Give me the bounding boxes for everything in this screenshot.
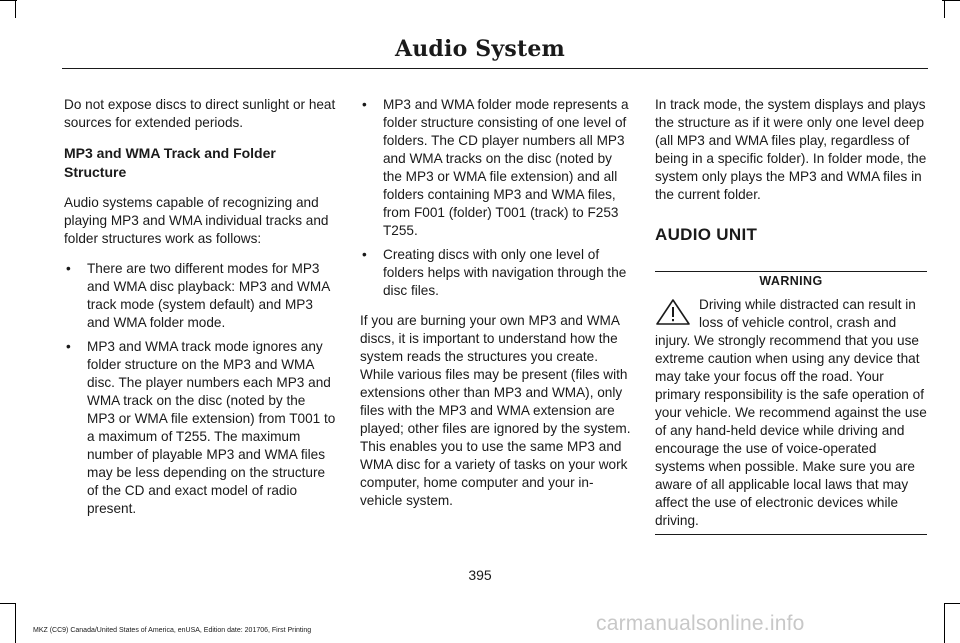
paragraph-track-mode: In track mode, the system displays and plays the structure as if it were only one level deep (all MP3 and WMA files play, regardless of being in a specific folder). In folder mode, the system only plays the MP3 and WMA files in the current folder.	[655, 97, 927, 202]
column-1	[64, 96, 336, 530]
list-item	[64, 338, 336, 518]
crop-mark-bottom-right-v	[944, 603, 945, 643]
warning-text: Driving while distracted can result in loss of vehicle control, crash and injury. We strongly recommend that you use extreme caution when using any device that may take your focus off the road. Your primary responsibility is the safe operation of your vehicle. We recommend against the use of any hand-held device while driving and encourage the use of voice-operated systems when possible. Make sure you are aware of all applicable local laws that may affect the use of electronic devices while driving.	[655, 297, 927, 528]
warning-box	[655, 271, 927, 535]
section-heading-mp3-structure: MP3 and WMA Track and Folder Structure	[64, 145, 276, 180]
warning-triangle-icon	[655, 298, 691, 326]
crop-mark-bottom-right-h	[944, 603, 960, 604]
list-item-text: Creating discs with only one level of folders helps with navigation through the disc files.	[383, 247, 627, 298]
bullet-list-2	[360, 96, 632, 300]
watermark: carmanualsonline.info	[596, 612, 805, 635]
bullet-glyph: •	[362, 97, 367, 112]
paragraph-intro: Audio systems capable of recognizing and playing MP3 and WMA individual tracks and folder structures work as follows:	[64, 195, 329, 246]
warning-label: WARNING	[759, 274, 823, 288]
crop-mark-top-right-v	[944, 0, 945, 18]
list-item	[360, 246, 632, 300]
list-item-text: MP3 and WMA track mode ignores any folder structure on the MP3 and WMA disc. The player numbers each MP3 and WMA track on the disc (noted by the MP3 or WMA file extension) from T001 to a maximum of T255. The maximum number of playable MP3 and WMA files may be less depending on the structure of the CD and exact model of radio present.	[87, 339, 336, 516]
crop-mark-top-left-v	[15, 0, 16, 18]
list-item-text: MP3 and WMA folder mode represents a folder structure consisting of one level of folders. The CD player numbers all MP3 and WMA tracks on the disc (noted by the MP3 or WMA file extension) and all folders containing MP3 and WMA files, from F001 (folder) T001 (track) to F253 T255.	[383, 97, 629, 238]
crop-mark-bottom-left-h	[0, 603, 16, 604]
page-title: Audio System	[394, 36, 566, 62]
bullet-glyph: •	[66, 339, 71, 354]
column-2	[360, 96, 632, 522]
list-item-text: There are two different modes for MP3 and WMA disc playback: MP3 and WMA track mode (system default) and MP3 and WMA folder mode.	[87, 261, 330, 330]
warning-bottom-rule	[655, 534, 927, 535]
bullet-glyph: •	[66, 261, 71, 276]
section-heading-audio-unit: AUDIO UNIT	[655, 225, 758, 244]
column-3	[655, 96, 927, 535]
header-divider	[62, 68, 928, 69]
paragraph-burning-discs: If you are burning your own MP3 and WMA discs, it is important to understand how the system reads the structures you create. While various files may be present (files with extensions other than MP3 and WMA), only files with the MP3 and WMA extension are played; other files are ignored by the system. This enables you to use the same MP3 and WMA disc for a variety of tasks on your work computer, home computer and your in-vehicle system.	[360, 313, 631, 508]
list-item	[360, 96, 632, 240]
page-number: 395	[468, 567, 492, 583]
footer-edition-info: MKZ (CC9) Canada/United States of America, enUSA, Edition date: 201706, First Printing	[33, 627, 312, 634]
bullet-glyph: •	[362, 247, 367, 262]
paragraph-sunlight: Do not expose discs to direct sunlight or heat sources for extended periods.	[64, 97, 336, 130]
list-item	[64, 260, 336, 332]
bullet-list-1	[64, 260, 336, 518]
crop-mark-bottom-left-v	[15, 603, 16, 643]
